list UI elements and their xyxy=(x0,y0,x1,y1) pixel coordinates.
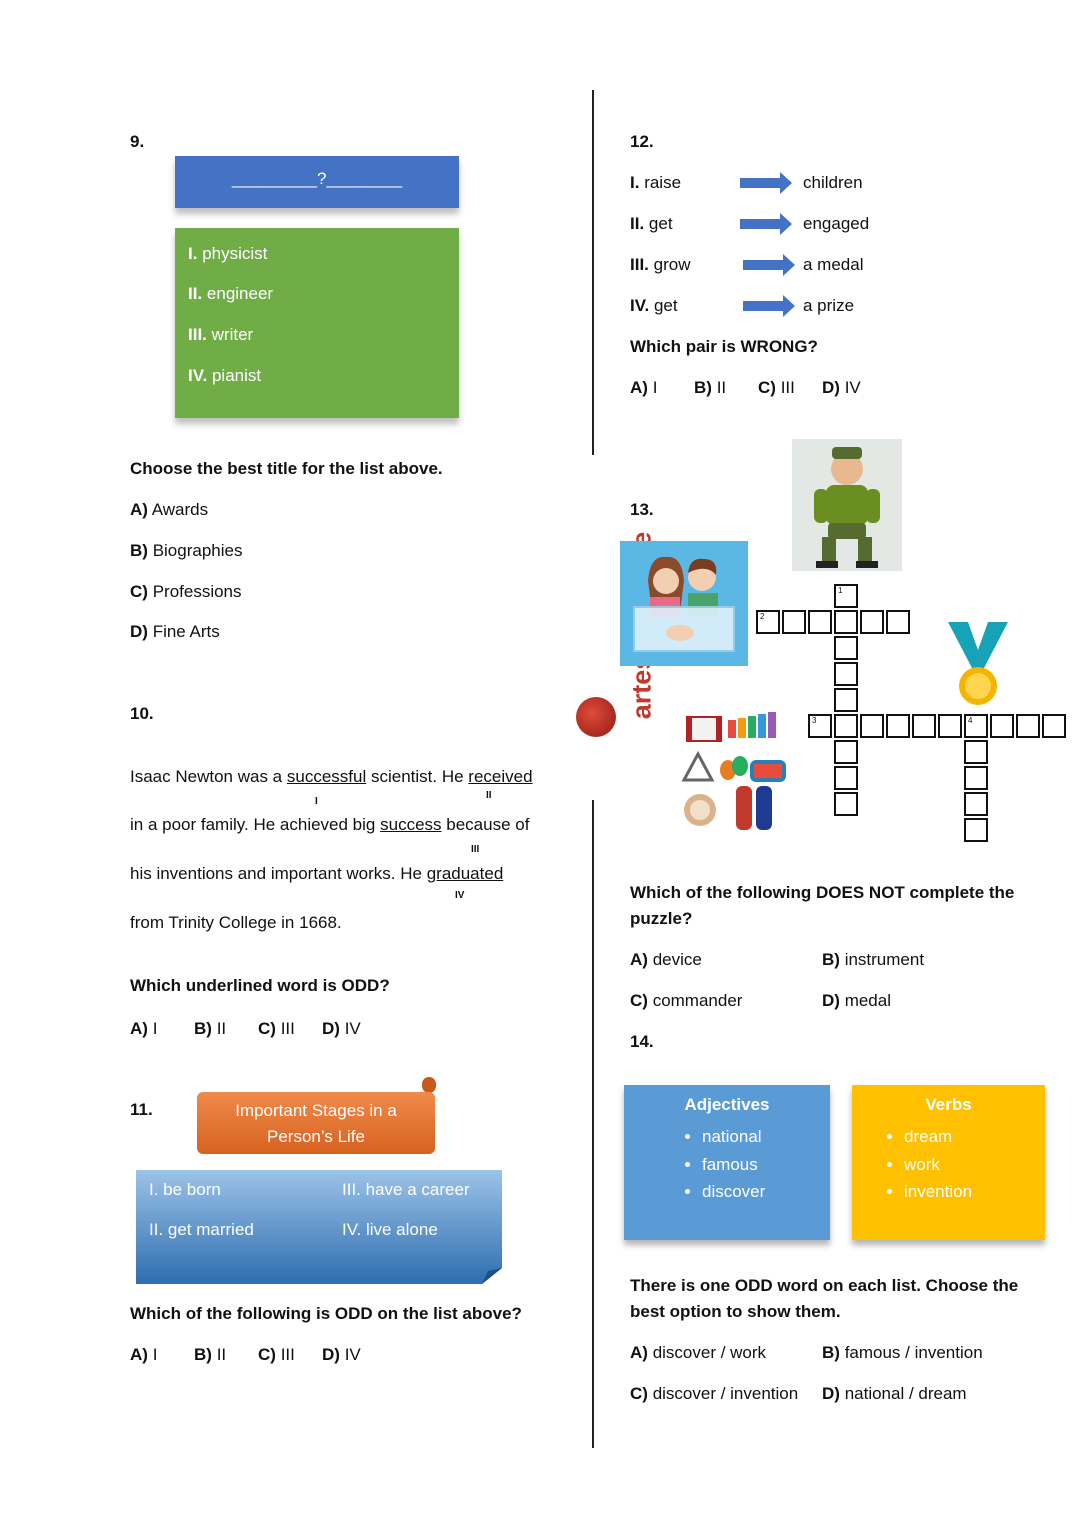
q9-item: III. writer xyxy=(188,325,254,344)
pomegranate-logo-icon xyxy=(576,697,616,737)
clue-number: 2 xyxy=(760,612,765,621)
q11-option-a[interactable]: A) I xyxy=(130,1345,158,1364)
list-item: • discover xyxy=(702,1178,765,1206)
crossword-cell[interactable] xyxy=(834,792,858,816)
crossword-cell[interactable] xyxy=(964,766,988,790)
list-item: • dream xyxy=(904,1123,972,1151)
clue-number: 4 xyxy=(968,716,973,725)
verbs-title: Verbs xyxy=(925,1095,972,1114)
q13-question-line-2: puzzle? xyxy=(630,909,693,928)
column-divider-bottom xyxy=(592,800,594,1448)
question-12-number: 12. xyxy=(630,132,654,151)
crossword-cell[interactable] xyxy=(834,584,858,608)
clue-number: 3 xyxy=(812,716,817,725)
crossword-cell[interactable] xyxy=(860,714,884,738)
q9-item: II. engineer xyxy=(188,284,274,303)
crossword-cell[interactable] xyxy=(964,818,988,842)
q11-ribbon-banner xyxy=(197,1092,435,1154)
q10-option-d[interactable]: D) IV xyxy=(322,1019,361,1038)
arrow-right-icon xyxy=(743,254,795,276)
crossword-cell[interactable] xyxy=(964,740,988,764)
list-item: • invention xyxy=(904,1178,972,1206)
crossword-cell[interactable] xyxy=(886,610,910,634)
question-10-number: 10. xyxy=(130,704,154,723)
family-image xyxy=(620,541,748,666)
q10-mark-3: III xyxy=(471,844,480,855)
page-fold-icon xyxy=(482,1268,502,1284)
crossword-cell[interactable] xyxy=(808,714,832,738)
q10-line-4: from Trinity College in 1668. xyxy=(130,913,342,932)
crossword-cell[interactable] xyxy=(834,610,858,634)
q11-ribbon-line-1: Important Stages in a xyxy=(235,1101,397,1120)
question-11-number: 11. xyxy=(130,1100,153,1119)
watermark-text: artest xyxy=(626,645,657,720)
q13-option-c[interactable]: C) commander xyxy=(630,991,743,1010)
q10-underlined-word-2: received xyxy=(468,767,533,786)
q12-pair-3-right: a medal xyxy=(803,255,864,274)
crossword-cell[interactable] xyxy=(886,714,910,738)
arrow-right-icon xyxy=(740,172,792,194)
q13-option-a[interactable]: A) device xyxy=(630,950,702,969)
q10-underlined-word-1: successful xyxy=(286,767,367,786)
q11-option-d[interactable]: D) IV xyxy=(322,1345,361,1364)
arrow-right-icon xyxy=(740,213,792,235)
q14-option-a[interactable]: A) discover / work xyxy=(630,1343,767,1362)
list-item: • famous xyxy=(702,1151,765,1179)
crossword-cell[interactable] xyxy=(912,714,936,738)
ribbon-curl xyxy=(422,1077,436,1093)
question-14-number: 14. xyxy=(630,1032,654,1051)
crossword-cell[interactable] xyxy=(1016,714,1040,738)
q10-underlined-word-3: success xyxy=(380,815,442,834)
q12-pair-4-right: a prize xyxy=(803,296,855,315)
instruments-image xyxy=(680,710,790,838)
clue-number: 1 xyxy=(838,586,843,595)
crossword-cell[interactable] xyxy=(990,714,1014,738)
q10-mark-4: IV xyxy=(455,890,465,901)
arrow-right-icon xyxy=(743,295,795,317)
q14-question-line-1: There is one ODD word on each list. Choose the xyxy=(630,1276,1019,1295)
q10-option-b[interactable]: B) II xyxy=(194,1019,227,1038)
q9-option-d[interactable]: D) Fine Arts xyxy=(130,622,220,641)
q10-mark-2: II xyxy=(486,790,492,801)
q9-question: Choose the best title for the list above. xyxy=(130,459,443,478)
question-9-number: 9. xyxy=(130,132,145,151)
q14-option-d[interactable]: D) national / dream xyxy=(822,1384,967,1403)
q12-option-b[interactable]: B) II xyxy=(694,378,727,397)
q9-option-c[interactable]: C) Professions xyxy=(130,582,242,601)
crossword-cell[interactable] xyxy=(964,714,988,738)
list-item: • work xyxy=(904,1151,972,1179)
q10-mark-1: I xyxy=(315,796,318,807)
q12-pair-1-left: I. raise xyxy=(630,173,682,192)
commander-image xyxy=(792,439,902,571)
crossword-cell[interactable] xyxy=(808,610,832,634)
crossword-cell[interactable] xyxy=(782,610,806,634)
q10-option-a[interactable]: A) I xyxy=(130,1019,158,1038)
q12-option-d[interactable]: D) IV xyxy=(822,378,861,397)
q13-option-b[interactable]: B) instrument xyxy=(822,950,925,969)
q11-question: Which of the following is ODD on the list above? xyxy=(130,1304,522,1323)
crossword-cell[interactable] xyxy=(834,740,858,764)
q10-underlined-word-4: graduated xyxy=(426,864,504,883)
q10-option-c[interactable]: C) III xyxy=(258,1019,295,1038)
verbs-card xyxy=(852,1085,1045,1240)
q12-pair-3-left: III. grow xyxy=(630,255,691,274)
q10-line-1: Isaac Newton was a successful scientist. He received xyxy=(130,767,533,786)
crossword-cell[interactable] xyxy=(1042,714,1066,738)
q11-stage: II. get married xyxy=(149,1220,254,1239)
q14-question-line-2: best option to show them. xyxy=(630,1302,841,1321)
crossword-cell[interactable] xyxy=(834,636,858,660)
q14-option-c[interactable]: C) discover / invention xyxy=(630,1384,799,1403)
list-item: • national xyxy=(702,1123,765,1151)
q11-stage: IV. live alone xyxy=(342,1220,438,1239)
q12-option-a[interactable]: A) I xyxy=(630,378,658,397)
crossword-cell[interactable] xyxy=(756,610,780,634)
crossword-cell[interactable] xyxy=(964,792,988,816)
q10-line-2: in a poor family. He achieved big success because of xyxy=(130,815,530,834)
crossword-cell[interactable] xyxy=(938,714,962,738)
crossword-cell[interactable] xyxy=(834,714,858,738)
column-divider-top xyxy=(592,90,594,455)
q10-question: Which underlined word is ODD? xyxy=(130,976,390,995)
crossword-cell[interactable] xyxy=(834,766,858,790)
medal-image xyxy=(946,622,1010,708)
crossword-cell[interactable] xyxy=(860,610,884,634)
q12-pair-2-right: engaged xyxy=(803,214,870,233)
q13-question-line-1: Which of the following DOES NOT complete the xyxy=(630,883,1015,902)
q12-option-c[interactable]: C) III xyxy=(758,378,795,397)
adjectives-list xyxy=(672,1123,765,1206)
q9-option-b[interactable]: B) Biographies xyxy=(130,541,243,560)
q9-title-box xyxy=(175,156,459,208)
q9-item: I. physicist xyxy=(188,244,268,263)
q11-ribbon-line-2: Person’s Life xyxy=(267,1127,365,1146)
q11-stages-box xyxy=(136,1170,502,1284)
q10-line-3: his inventions and important works. He graduated xyxy=(130,864,504,883)
q13-option-d[interactable]: D) medal xyxy=(822,991,891,1010)
q11-stage: I. be born xyxy=(149,1180,221,1199)
q12-pair-2-left: II. get xyxy=(630,214,673,233)
q14-option-b[interactable]: B) famous / invention xyxy=(822,1343,983,1362)
crossword-cell[interactable] xyxy=(834,662,858,686)
q12-pair-1-right: children xyxy=(803,173,863,192)
q11-option-b[interactable]: B) II xyxy=(194,1345,227,1364)
verbs-list xyxy=(874,1123,972,1206)
q9-option-a[interactable]: A) Awards xyxy=(130,500,209,519)
q12-question: Which pair is WRONG? xyxy=(630,337,818,356)
q9-item: IV. pianist xyxy=(188,366,262,385)
q11-option-c[interactable]: C) III xyxy=(258,1345,295,1364)
q9-title-blank: _________?________ xyxy=(231,169,403,188)
q9-list-box xyxy=(175,228,459,418)
crossword-cell[interactable] xyxy=(834,688,858,712)
adjectives-card xyxy=(624,1085,830,1240)
question-13-number: 13. xyxy=(630,500,654,519)
adjectives-title: Adjectives xyxy=(684,1095,770,1114)
q12-pair-4-left: IV. get xyxy=(630,296,678,315)
q11-stage: III. have a career xyxy=(342,1180,470,1199)
